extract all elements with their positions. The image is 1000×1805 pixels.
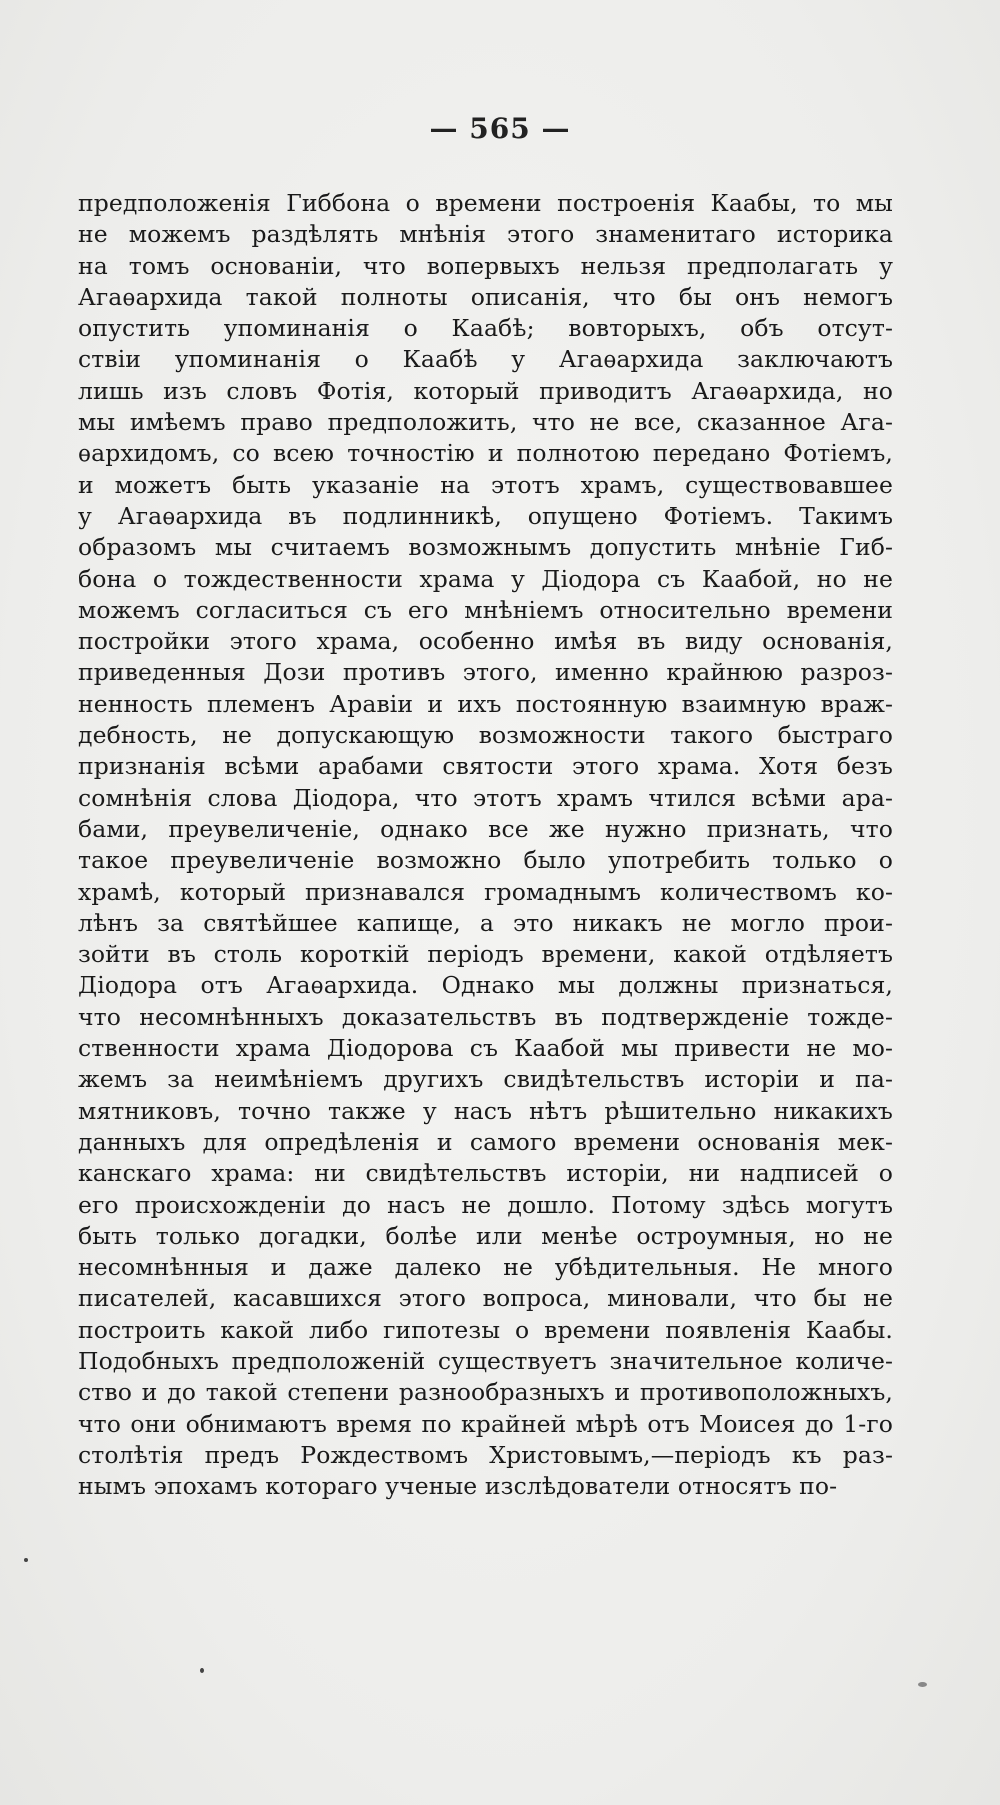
text-line: у Агаѳархида въ подлинникѣ, опущено Фотіемъ. Такимъ [78,501,893,530]
text-line: несомнѣнныя и даже далеко не убѣдительныя. Не много [78,1253,893,1282]
text-line: сомнѣнія слова Діодора, что этотъ храмъ чтился всѣми ара- [78,783,893,812]
text-line: его происхожденіи до насъ не дошло. Потому здѣсь могутъ [78,1190,893,1219]
text-line: что они обнимаютъ время по крайней мѣрѣ отъ Моисея до 1-го [78,1409,893,1438]
text-line: нымъ эпохамъ котораго ученые изслѣдователи относятъ по- [78,1472,838,1501]
text-line: ственности храма Діодорова съ Каабой мы привести не мо- [78,1034,893,1063]
text-line: такое преувеличеніе возможно было употребить только о [78,846,893,875]
text-line: предположенія Гиббона о времени построенія Каабы, то мы [78,189,893,217]
text-line: что несомнѣнныхъ доказательствъ въ подтвержденіе тожде- [78,1002,893,1031]
text-line: можемъ согласиться съ его мнѣніемъ относительно времени [78,595,893,624]
ink-speck [24,1558,28,1562]
text-line: на томъ основаніи, что вопервыхъ нельзя предполагать у [78,251,893,280]
text-line: ство и до такой степени разнообразныхъ и противоположныхъ, [78,1378,893,1407]
text-line: лѣнъ за святѣйшее капище, а это никакъ не могло прои- [78,908,893,937]
page-number: — 565 — [429,112,571,145]
text-line: приведенныя Дози противъ этого, именно крайнюю разроз- [78,658,893,687]
text-line: ствіи упоминанія о Каабѣ у Агаѳархида заключаютъ [78,345,893,374]
text-line: зойти въ столь короткій періодъ времени, какой отдѣляетъ [78,940,893,969]
text-line: столѣтія предъ Рождествомъ Христовымъ,—періодъ къ раз- [78,1440,893,1469]
text-line: писателей, касавшихся этого вопроса, миновали, что бы не [78,1284,893,1313]
text-line: мы имѣемъ право предположить, что не все, сказанное Ага- [78,408,893,437]
text-line: Агаѳархида такой полноты описанія, что бы онъ немогъ [78,282,893,311]
ink-speck [918,1682,927,1687]
text-line: данныхъ для опредѣленія и самого времени основанія мек- [78,1127,893,1156]
text-line: Діодора отъ Агаѳархида. Однако мы должны признаться, [78,971,893,1000]
text-line: мятниковъ, точно также у насъ нѣтъ рѣшительно никакихъ [78,1096,893,1125]
text-line: бами, преувеличеніе, однако все же нужно признать, что [78,814,893,843]
text-line: лишь изъ словъ Фотія, который приводитъ Агаѳархида, но [78,376,893,405]
text-line: жемъ за неимѣніемъ другихъ свидѣтельствъ исторіи и па- [78,1065,893,1094]
text-line: образомъ мы считаемъ возможнымъ допустить мнѣніе Гиб- [78,533,893,562]
text-line: дебность, не допускающую возможности такого быстраго [78,721,893,750]
text-line: не можемъ раздѣлять мнѣнія этого знаменитаго историка [78,220,893,249]
text-line: бона о тождественности храма у Діодора съ Каабой, но не [78,564,893,593]
text-line: храмѣ, который признавался громаднымъ количествомъ ко- [78,877,893,906]
text-line: опустить упоминанія о Каабѣ; вовторыхъ, объ отсут- [78,314,893,343]
text-line: постройки этого храма, особенно имѣя въ виду основанія, [78,627,893,656]
ink-speck [200,1668,204,1673]
text-line: признанія всѣми арабами святости этого храма. Хотя безъ [78,752,893,781]
text-line: быть только догадки, болѣе или менѣе остроумныя, но не [78,1221,893,1250]
body-text [78,188,893,1502]
text-line: и можетъ быть указаніе на этотъ храмъ, существовавшее [78,470,893,499]
text-line: ненность племенъ Аравіи и ихъ постоянную взаимную враж- [78,689,893,718]
text-line: канскаго храма: ни свидѣтельствъ исторіи, ни надписей о [78,1159,893,1188]
text-line: ѳархидомъ, со всею точностію и полнотою передано Фотіемъ, [78,439,893,468]
text-line: Подобныхъ предположеній существуетъ значительное количе- [78,1346,893,1375]
text-line: построить какой либо гипотезы о времени появленія Каабы. [78,1315,893,1344]
